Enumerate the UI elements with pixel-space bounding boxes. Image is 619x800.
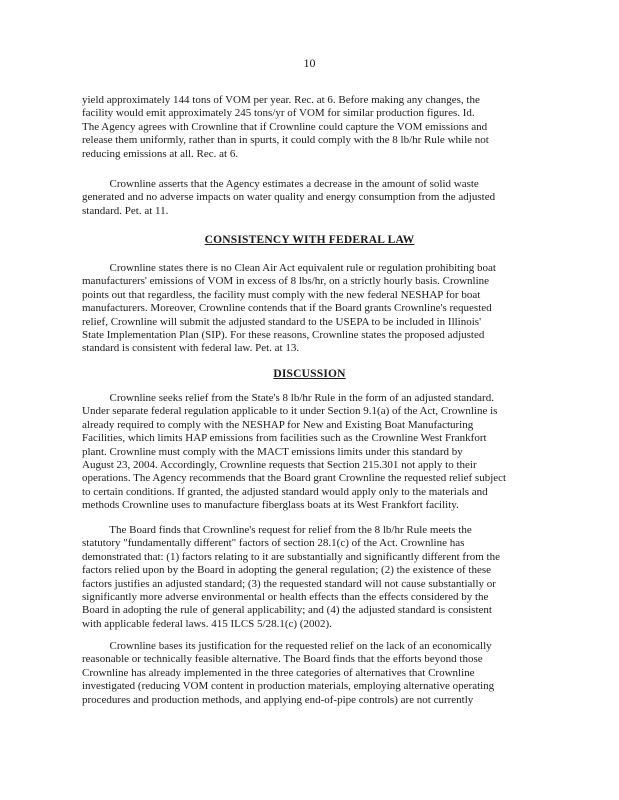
text-line: Board in adopting the rule of general applicability; and (4) the adjusted standard is consistent	[82, 604, 492, 617]
page-number: 10	[303, 56, 316, 70]
text-line: already required to comply with the NESHAP for New and Existing Boat Manufacturing	[82, 418, 474, 431]
text-line: statutory "fundamentally different" factors of section 28.1(c) of the Act. Crownline has	[82, 537, 465, 550]
paragraph-board-finding	[82, 524, 537, 631]
text-line: standard is consistent with federal law. Pet. at 13.	[82, 342, 300, 355]
text-line: factors relied upon by the Board in adopting the general regulation; (2) the existence of these	[82, 564, 491, 577]
text-line: standard. Pet. at 11.	[82, 204, 169, 217]
text-line: The Agency agrees with Crownline that if Crownline could capture the VOM emissions and	[82, 120, 488, 133]
text-line: demonstrated that: (1) factors relating to it are substantially and significantly different from the	[82, 550, 500, 563]
text-line: operations. The Agency recommends that the Board grant Crownline the requested relief subject	[82, 472, 507, 485]
text-line: procedures and production methods, and applying end-of-pipe controls) are not currently	[82, 693, 474, 706]
text-line: facility would emit approximately 245 tons/yr of VOM for similar production figures. Id.	[82, 107, 475, 120]
text-line: Crownline seeks relief from the State's 8 lb/hr Rule in the form of an adjusted standard.	[82, 392, 494, 404]
text-line: Under separate federal regulation applicable to it under Section 9.1(a) of the Act, Crownline is	[82, 405, 498, 418]
text-line: reducing emissions at all. Rec. at 6.	[82, 147, 239, 160]
paragraph-solid-waste	[82, 178, 537, 218]
text-line: Crownline states there is no Clean Air Act equivalent rule or regulation prohibiting boat	[82, 262, 496, 274]
text-line: with applicable federal laws. 415 ILCS 5/28.1(c) (2002).	[82, 617, 332, 630]
paragraph-relief-sought	[82, 392, 537, 513]
text-line: reasonable or technically feasible alternative. The Board finds that the efforts beyond those	[82, 653, 483, 666]
text-line: Crownline asserts that the Agency estimates a decrease in the amount of solid waste	[82, 178, 479, 190]
text-line: to certain conditions. If granted, the adjusted standard would apply only to the materials and	[82, 485, 488, 498]
heading-discussion: DISCUSSION	[273, 368, 346, 380]
text-line: investigated (reducing VOM content in production materials, employing alternative operating	[82, 680, 495, 693]
text-line: factors justifies an adjusted standard; (3) the requested standard will not cause substantially or	[82, 577, 496, 590]
text-line: generated and no adverse impacts on water quality and energy consumption from the adjusted	[82, 191, 496, 204]
text-line: significantly more adverse environmental or health effects than the effects considered by the	[82, 591, 489, 604]
text-line: Crownline has already implemented in the three categories of alternatives that Crownline	[82, 666, 475, 679]
text-line: August 23, 2004. Accordingly, Crownline requests that Section 215.301 not apply to their	[82, 459, 477, 472]
paragraph-emissions-summary	[82, 94, 537, 161]
text-line: points out that regardless, the facility must comply with the new federal NESHAP for boat	[82, 288, 481, 301]
text-line: manufacturers. Moreover, Crownline contends that if the Board grants Crownline's requested	[82, 302, 492, 315]
paragraph-federal-law	[82, 262, 537, 356]
text-line: release them uniformly, rather than in spurts, it could comply with the 8 lb/hr Rule while not	[82, 134, 489, 147]
text-line: plant. Crownline must comply with the MACT emissions limits under this standard by	[82, 445, 463, 458]
text-line: relief, Crownline will submit the adjusted standard to the USEPA to be included in Illinois'	[82, 315, 482, 328]
text-line: Crownline bases its justification for the requested relief on the lack of an economically	[82, 640, 492, 652]
paragraph-justification	[82, 640, 537, 707]
text-line: methods Crownline uses to manufacture fiberglass boats at its West Frankfort facility.	[82, 499, 459, 512]
text-line: The Board finds that Crownline's request for relief from the 8 lb/hr Rule meets the	[82, 524, 472, 536]
text-line: yield approximately 144 tons of VOM per year. Rec. at 6. Before making any changes, the	[82, 94, 480, 106]
text-line: State Implementation Plan (SIP). For these reasons, Crownline states the proposed adjusted	[82, 329, 485, 342]
text-line: manufacturers' emissions of VOM in excess of 8 lbs/hr, on a strictly hourly basis. Crownline	[82, 275, 490, 288]
heading-consistency-federal-law: CONSISTENCY WITH FEDERAL LAW	[204, 234, 415, 246]
text-line: Facilities, which limits HAP emissions from facilities such as the Crownline West Frankfort	[82, 432, 487, 445]
